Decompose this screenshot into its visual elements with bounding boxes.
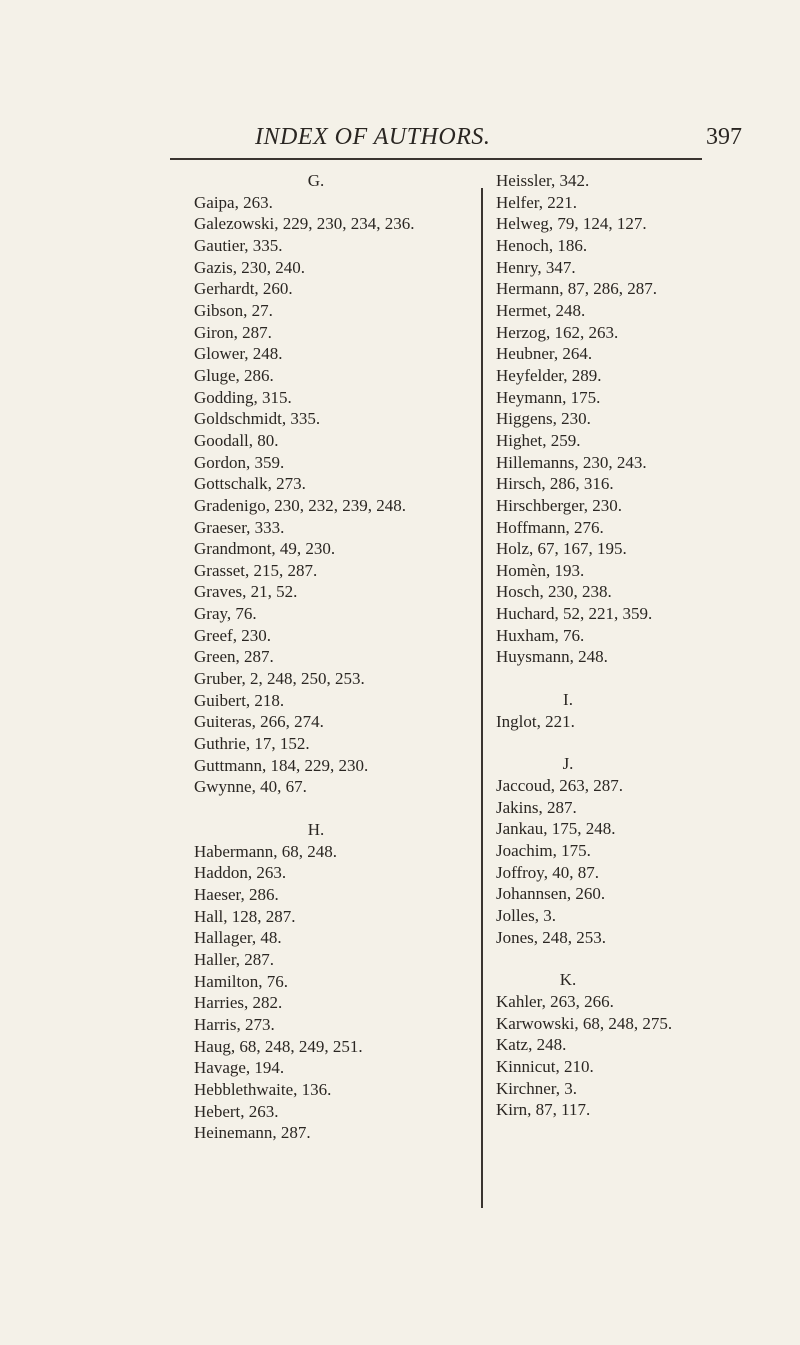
left-column xyxy=(194,170,480,1144)
index-entry: Katz, 248. xyxy=(496,1035,567,1055)
index-entry: Hoffmann, 276. xyxy=(496,517,604,537)
index-entry: Jaccoud, 263, 287. xyxy=(496,776,624,796)
entry-list-g xyxy=(194,192,480,798)
index-entry: Holz, 67, 167, 195. xyxy=(496,539,627,559)
index-entry: Helweg, 79, 124, 127. xyxy=(496,214,647,234)
index-entry: Guibert, 218. xyxy=(194,690,285,710)
index-entry: Green, 287. xyxy=(194,647,274,667)
entry-list-i xyxy=(496,711,796,733)
index-entry: Huchard, 52, 221, 359. xyxy=(496,604,653,624)
index-entry: Gradenigo, 230, 232, 239, 248. xyxy=(194,495,407,515)
index-entry: Inglot, 221. xyxy=(496,711,575,731)
section-gap xyxy=(194,798,480,819)
running-header xyxy=(0,124,800,154)
index-entry: Hermet, 248. xyxy=(496,300,586,320)
index-entry: Hamilton, 76. xyxy=(194,971,288,991)
index-entry: Hebblethwaite, 136. xyxy=(194,1079,332,1099)
index-entry: Heinemann, 287. xyxy=(194,1123,311,1143)
index-entry: Heyfelder, 289. xyxy=(496,365,602,385)
index-entry: Graves, 21, 52. xyxy=(194,582,298,602)
index-entry: Homèn, 193. xyxy=(496,560,585,580)
index-entry: Heissler, 342. xyxy=(496,171,590,190)
index-entry: Goodall, 80. xyxy=(194,430,279,450)
index-entry: Haddon, 263. xyxy=(194,863,287,883)
index-entry: Gwynne, 40, 67. xyxy=(194,777,307,797)
index-entry: Haller, 287. xyxy=(194,949,275,969)
section-gap xyxy=(496,948,796,969)
index-entry: Glower, 248. xyxy=(194,344,283,364)
index-entry: Henoch, 186. xyxy=(496,235,588,255)
index-entry: Higgens, 230. xyxy=(496,409,591,429)
index-entry: Hirschberger, 230. xyxy=(496,495,622,515)
index-entry: Highet, 259. xyxy=(496,430,581,450)
index-entry: Hermann, 87, 286, 287. xyxy=(496,279,658,299)
section-heading-i: I. xyxy=(563,690,573,710)
index-entry: Guiteras, 266, 274. xyxy=(194,712,324,732)
index-entry: Gerhardt, 260. xyxy=(194,279,293,299)
section-gap xyxy=(496,668,796,689)
index-entry: Goldschmidt, 335. xyxy=(194,409,321,429)
right-column xyxy=(496,170,796,1121)
index-entry: Gluge, 286. xyxy=(194,365,274,385)
index-entry: Harris, 273. xyxy=(194,1014,275,1034)
index-entry: Habermann, 68, 248. xyxy=(194,841,338,861)
index-entry: Helfer, 221. xyxy=(496,192,577,212)
header-rule xyxy=(170,158,702,160)
entry-list-j xyxy=(496,775,796,948)
index-entry: Greef, 230. xyxy=(194,625,271,645)
entry-list-h-left xyxy=(194,841,480,1144)
section-heading-j: J. xyxy=(562,754,574,774)
index-entry: Giron, 287. xyxy=(194,322,272,342)
entry-list-k xyxy=(496,991,796,1121)
index-entry: Gibson, 27. xyxy=(194,300,273,320)
index-entry: Gray, 76. xyxy=(194,604,257,624)
index-entry: Joachim, 175. xyxy=(496,841,591,861)
index-entry: Galezowski, 229, 230, 234, 236. xyxy=(194,214,415,234)
index-entry: Karwowski, 68, 248, 275. xyxy=(496,1013,673,1033)
page-number: 397 xyxy=(706,124,742,150)
index-entry: Kirchner, 3. xyxy=(496,1078,577,1098)
index-entry: Grandmont, 49, 230. xyxy=(194,539,336,559)
index-entry: Jolles, 3. xyxy=(496,906,556,925)
column-divider xyxy=(481,188,483,1208)
index-entry: Hall, 128, 287. xyxy=(194,906,296,926)
index-entry: Jankau, 175, 248. xyxy=(496,819,616,839)
index-entry: Harries, 282. xyxy=(194,993,283,1013)
index-entry: Gordon, 359. xyxy=(194,452,285,472)
index-entry: Hirsch, 286, 316. xyxy=(496,474,614,494)
index-entry: Jones, 248, 253. xyxy=(496,927,607,947)
index-entry: Graeser, 333. xyxy=(194,517,285,537)
index-entry: Kirn, 87, 117. xyxy=(496,1100,591,1120)
index-entry: Jakins, 287. xyxy=(496,797,577,817)
index-entry: Huxham, 76. xyxy=(496,625,585,645)
section-heading-k: K. xyxy=(559,970,577,990)
index-entry: Godding, 315. xyxy=(194,387,292,407)
index-entry: Herzog, 162, 263. xyxy=(496,322,619,342)
index-entry: Johannsen, 260. xyxy=(496,884,606,904)
index-entry: Guttmann, 184, 229, 230. xyxy=(194,755,369,775)
index-entry: Guthrie, 17, 152. xyxy=(194,734,310,754)
index-entry: Kinnicut, 210. xyxy=(496,1056,594,1076)
section-gap xyxy=(496,732,796,753)
index-entry: Haeser, 286. xyxy=(194,885,279,904)
index-entry: Gaipa, 263. xyxy=(194,192,273,212)
index-entry: Gottschalk, 273. xyxy=(194,474,306,494)
index-entry: Gazis, 230, 240. xyxy=(194,257,305,277)
index-entry: Hallager, 48. xyxy=(194,928,282,948)
index-entry: Heubner, 264. xyxy=(496,344,593,364)
index-entry: Heymann, 175. xyxy=(496,387,601,407)
index-entry: Hebert, 263. xyxy=(194,1101,279,1121)
index-entry: Hillemanns, 230, 243. xyxy=(496,452,647,472)
index-entry: Grasset, 215, 287. xyxy=(194,560,318,580)
header-title: INDEX OF AUTHORS. xyxy=(255,124,491,150)
section-heading-g: G. xyxy=(307,171,325,190)
section-heading-h: H. xyxy=(307,820,325,840)
index-entry: Haug, 68, 248, 249, 251. xyxy=(194,1036,363,1056)
index-entry: Gautier, 335. xyxy=(194,235,283,255)
index-entry: Joffroy, 40, 87. xyxy=(496,862,599,882)
entry-list-h-right xyxy=(496,170,796,668)
index-entry: Gruber, 2, 248, 250, 253. xyxy=(194,669,365,689)
index-entry: Kahler, 263, 266. xyxy=(496,991,614,1011)
index-entry: Henry, 347. xyxy=(496,257,576,277)
index-entry: Hosch, 230, 238. xyxy=(496,582,612,602)
index-entry: Huysmann, 248. xyxy=(496,647,608,667)
index-entry: Havage, 194. xyxy=(194,1058,285,1078)
